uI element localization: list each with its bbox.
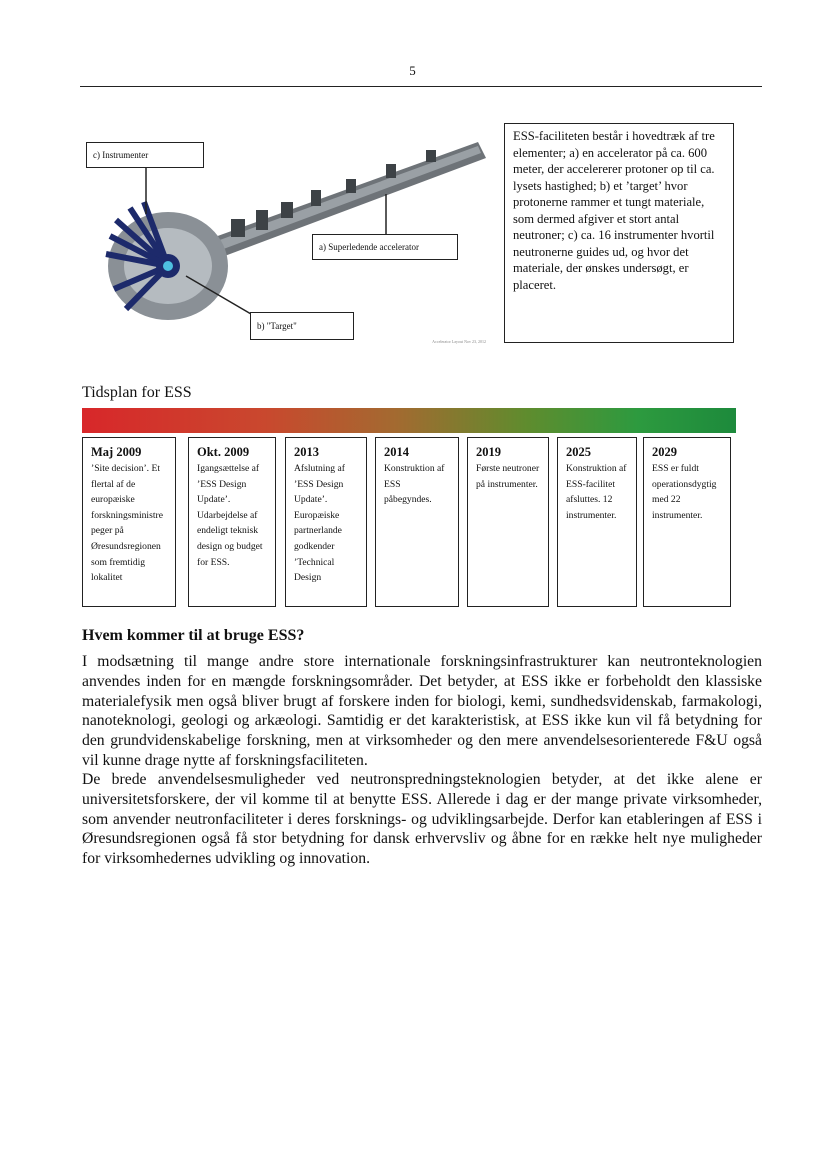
milestone-box xyxy=(643,437,731,607)
milestone-year: Okt. 2009 xyxy=(197,445,250,459)
milestone-text: Konstruktion af ESS-facilitet afsluttes. 12 instrumenter. xyxy=(566,463,627,521)
milestone-text: ESS er fuldt operationsdygtig med 22 instrumenter. xyxy=(652,463,717,521)
milestone-year: 2013 xyxy=(294,445,319,459)
section-heading: Hvem kommer til at bruge ESS? xyxy=(82,627,305,644)
milestone-box xyxy=(467,437,549,607)
milestone-year: 2025 xyxy=(566,445,591,459)
ess-layout-figure xyxy=(86,124,498,348)
milestone-year: 2014 xyxy=(384,445,409,459)
milestone-box xyxy=(285,437,367,607)
milestone-year: Maj 2009 xyxy=(91,445,142,459)
timeline xyxy=(82,437,736,609)
milestone-text: Første neutroner på instrumenter. xyxy=(476,463,540,490)
tidsplan-heading: Tidsplan for ESS xyxy=(82,384,192,401)
milestone-box xyxy=(188,437,276,607)
body-paragraph: I modsætning til mange andre store internationale forskningsinfrastrukturer kan neutronteknologien anvendes inden for en mængde forskningsområder. Det betyder, at ESS ikke er forbeholdt den klassiske materialefysik men også bliver brugt af forskere inden for biologi, kemi, sundhedsvidenskab, farmakologi, nanoteknologi, geologi og arkæologi. Samtidig er det karakteristisk, at ESS ikke kun vil få betydning for den grundvidenskabelige forskning, men at virksomheder og den mere anvendelsesorienterede F&U også vil kunne drage nytte af forskningsfaciliteten. xyxy=(82,653,762,769)
body-paragraph: De brede anvendelsesmuligheder ved neutronspredningsteknologien betyder, at det ikke alene er universitetsforskere, der vil komme til at benytte ESS. Allerede i dag er der mange private virksomheder, som anvender neutronfaciliteter i deres forsknings- og udviklingsarbejde. Derfor kan etableringen af ESS i Øresundsregionen også få stor betydning for dansk erhvervsliv og åbne for en række helt nye muligheder for virksomhedernes udvikling og innovation. xyxy=(82,771,762,868)
milestone-text: Konstruktion af ESS påbegyndes. xyxy=(384,463,445,506)
figure-caption: ESS-faciliteten består i hovedtræk af tre elementer; a) en accelerator på ca. 600 meter, der accelererer protoner op til ca. lysets hastighed; b) et ’target’ hvor protonerne rammer et tungt materiale, som dermed afgiver et stort antal neutroner; c) ca. 16 instrumenter hvortil neutronerne guides ud, og hvor det materiale, der ønskes undersøgt, er placeret. xyxy=(504,123,734,343)
timeline-gradient-bar xyxy=(82,408,736,433)
figure-credit: Accelerator Layout Nov 23, 2012 xyxy=(432,339,486,344)
milestone-box xyxy=(557,437,637,607)
milestone-box xyxy=(375,437,459,607)
milestone-year: 2029 xyxy=(652,445,677,459)
accelerator-label: a) Superledende accelerator xyxy=(312,234,458,260)
milestone-box xyxy=(82,437,176,607)
header-rule xyxy=(80,86,762,87)
milestone-year: 2019 xyxy=(476,445,501,459)
instruments-label: c) Instrumenter xyxy=(86,142,204,168)
milestone-text: Igangsættelse af ’ESS Design Update’. Udarbejdelse af endeligt teknisk design og budget for ESS. xyxy=(197,463,263,568)
milestone-text: ’Site decision’. Et flertal af de europæiske forskningsministre peger på Øresundsregionen som fremtidig lokalitet xyxy=(91,463,163,584)
milestone-text: Afslutning af ’ESS Design Update’. Europæiske partnerlande godkender ’Technical Design xyxy=(294,463,345,584)
page-number: 5 xyxy=(409,63,416,78)
target-label: b) "Target" xyxy=(250,312,354,340)
